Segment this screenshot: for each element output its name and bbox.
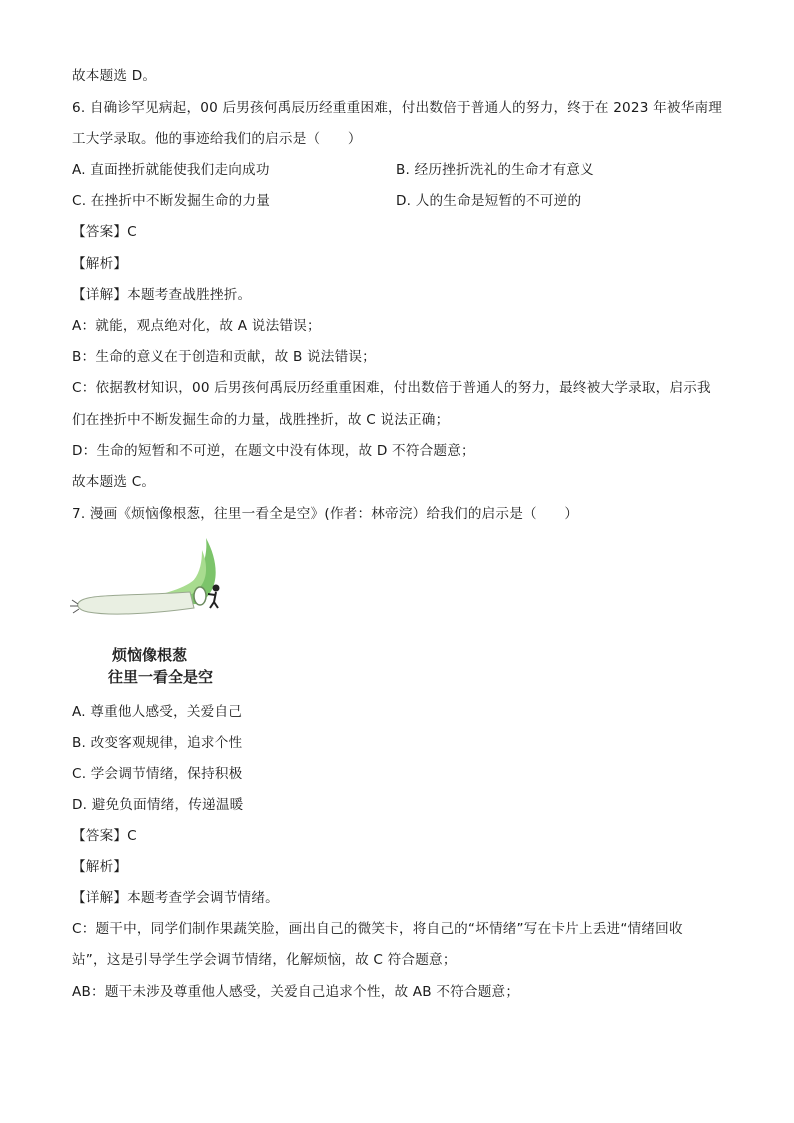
answer-label: 【答案】C: [72, 828, 137, 844]
option-b: B. 改变客观规律，追求个性: [72, 735, 243, 751]
analysis-line: C：依据教材知识，00 后男孩何禹辰历经重重困难，付出数倍于普通人的努力，最终被大学录取，启示我: [72, 380, 711, 396]
answer-label: 【答案】C: [72, 224, 137, 240]
text-line: 故本题选 C。: [72, 474, 156, 490]
option-d: D. 人的生命是短暂的不可逆的: [396, 193, 582, 209]
option-a: A. 尊重他人感受，关爱自己: [72, 704, 243, 720]
analysis-line: D：生命的短暂和不可逆，在题文中没有体现，故 D 不符合题意；: [72, 443, 475, 459]
person-figure-body: [208, 592, 218, 608]
analysis-line: B：生命的意义在于创造和贡献，故 B 说法错误；: [72, 349, 376, 365]
option-a: A. 直面挫折就能使我们走向成功: [72, 162, 270, 178]
option-d: D. 避免负面情绪，传递温暖: [72, 797, 244, 813]
analysis-label: 【解析】: [72, 256, 128, 272]
person-figure-head: [213, 585, 220, 592]
detail-label: 【详解】本题考查战胜挫折。: [72, 287, 252, 303]
onion-hollow: [194, 587, 206, 605]
question-6-stem-cont: 工大学录取。他的事迹给我们的启示是（ ）: [72, 131, 362, 147]
text-line: 故本题选 D。: [72, 68, 157, 84]
analysis-label: 【解析】: [72, 859, 128, 875]
onion-stem: [78, 592, 194, 614]
question-6-stem: 6. 自确诊罕见病起，00 后男孩何禹辰历经重重困难，付出数倍于普通人的努力，终于在 2023 年被华南理: [72, 100, 723, 116]
analysis-line: C：题干中，同学们制作果蔬笑脸，画出自己的微笑卡，将自己的“坏情绪”写在卡片上丢进“情绪回收: [72, 921, 683, 937]
analysis-line: 们在挫折中不断发掘生命的力量，战胜挫折，故 C 说法正确；: [72, 412, 450, 428]
option-b: B. 经历挫折洗礼的生命才有意义: [396, 162, 594, 178]
cartoon-illustration: [70, 534, 240, 694]
cartoon-caption-line2: 往里一看全是空: [108, 668, 214, 686]
detail-label: 【详解】本题考查学会调节情绪。: [72, 890, 279, 906]
question-7-stem: 7. 漫画《烦恼像根葱，往里一看全是空》(作者：林帝浣）给我们的启示是（ ）: [72, 506, 579, 522]
option-c: C. 在挫折中不断发掘生命的力量: [72, 193, 271, 209]
analysis-line: AB：题干未涉及尊重他人感受，关爱自己追求个性，故 AB 不符合题意；: [72, 984, 520, 1000]
onion-roots: [70, 600, 79, 613]
analysis-line: 站”，这是引导学生学会调节情绪，化解烦恼，故 C 符合题意；: [72, 952, 457, 968]
cartoon-caption-line1: 烦恼像根葱: [112, 646, 188, 664]
analysis-line: A：就能，观点绝对化，故 A 说法错误；: [72, 318, 321, 334]
option-c: C. 学会调节情绪，保持积极: [72, 766, 243, 782]
